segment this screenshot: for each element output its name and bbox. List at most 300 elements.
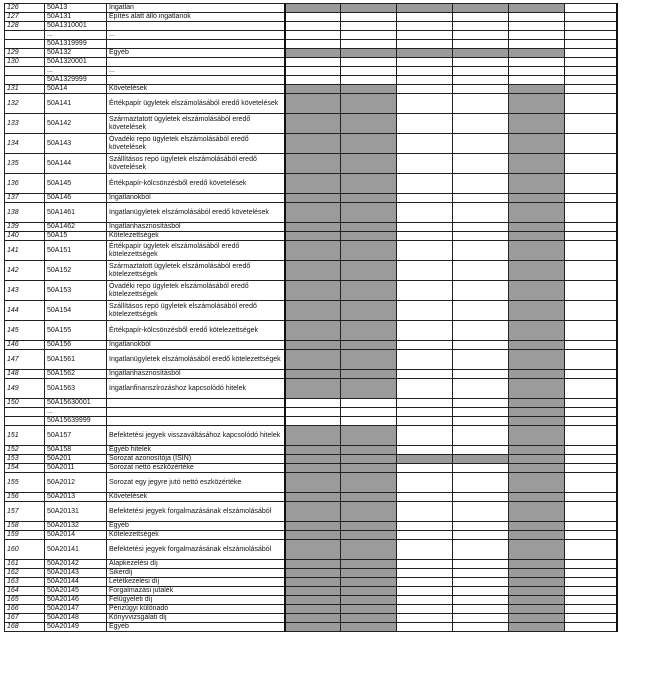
table-row (5, 522, 617, 531)
data-table (4, 3, 618, 632)
value-cell (453, 605, 509, 614)
value-cell (565, 341, 617, 350)
row-code: 50A20131 (45, 502, 107, 522)
value-cell (341, 194, 397, 203)
row-code: 50A20145 (45, 587, 107, 596)
value-cell (341, 569, 397, 578)
table-row (5, 341, 617, 350)
value-cell (565, 85, 617, 94)
value-cell (565, 281, 617, 301)
value-cell (453, 241, 509, 261)
value-cell (397, 370, 453, 379)
value-cell (341, 350, 397, 370)
value-cell (341, 49, 397, 58)
table-row (5, 446, 617, 455)
table-row (5, 408, 617, 417)
value-cell (285, 614, 341, 623)
table-row (5, 4, 617, 13)
value-cell (397, 569, 453, 578)
value-cell (453, 321, 509, 341)
value-cell (341, 464, 397, 473)
row-label: Könyvvizsgálati díj (107, 614, 285, 623)
value-cell (509, 379, 565, 399)
row-code: ... (45, 31, 107, 40)
value-cell (285, 174, 341, 194)
value-cell (397, 194, 453, 203)
row-number: 147 (5, 350, 45, 370)
table-row (5, 614, 617, 623)
table-row (5, 493, 617, 502)
value-cell (397, 408, 453, 417)
value-cell (397, 522, 453, 531)
value-cell (565, 417, 617, 426)
value-cell (509, 281, 565, 301)
table-row (5, 40, 617, 49)
value-cell (341, 578, 397, 587)
value-cell (509, 446, 565, 455)
row-label: Ingatlanokból (107, 194, 285, 203)
table-row (5, 370, 617, 379)
value-cell (397, 493, 453, 502)
value-cell (397, 4, 453, 13)
value-cell (453, 4, 509, 13)
value-cell (397, 31, 453, 40)
value-cell (341, 281, 397, 301)
row-label: Sorozat egy jegyre jutó nettó eszközértéke (107, 473, 285, 493)
value-cell (509, 232, 565, 241)
value-cell (341, 587, 397, 596)
value-cell (397, 13, 453, 22)
value-cell (285, 473, 341, 493)
row-label: Ingatlanügyletek elszámolásából eredő követelések (107, 203, 285, 223)
value-cell (341, 241, 397, 261)
row-code: 50A2011 (45, 464, 107, 473)
value-cell (453, 13, 509, 22)
value-cell (565, 426, 617, 446)
value-cell (509, 194, 565, 203)
table-row (5, 203, 617, 223)
row-code: 50A132 (45, 49, 107, 58)
value-cell (285, 194, 341, 203)
row-code: 50A2014 (45, 531, 107, 540)
row-number (5, 408, 45, 417)
table-row (5, 223, 617, 232)
row-code: 50A1561 (45, 350, 107, 370)
value-cell (285, 49, 341, 58)
row-code: 50A152 (45, 261, 107, 281)
value-cell (341, 67, 397, 76)
value-cell (285, 22, 341, 31)
value-cell (397, 605, 453, 614)
value-cell (565, 569, 617, 578)
value-cell (285, 134, 341, 154)
value-cell (285, 587, 341, 596)
value-cell (509, 301, 565, 321)
table-row (5, 399, 617, 408)
value-cell (509, 350, 565, 370)
table-row (5, 134, 617, 154)
row-label (107, 22, 285, 31)
value-cell (453, 596, 509, 605)
value-cell (285, 426, 341, 446)
value-cell (453, 223, 509, 232)
value-cell (285, 370, 341, 379)
value-cell (341, 154, 397, 174)
row-label: Befektetési jegyek visszaváltásához kapcsolódó hitelek (107, 426, 285, 446)
value-cell (565, 301, 617, 321)
value-cell (285, 261, 341, 281)
row-label: Értékpapír ügyletek elszámolásából eredő kötelezettségek (107, 241, 285, 261)
value-cell (397, 85, 453, 94)
row-code: 50A146 (45, 194, 107, 203)
row-number: 157 (5, 502, 45, 522)
row-number: 139 (5, 223, 45, 232)
value-cell (509, 203, 565, 223)
value-cell (509, 31, 565, 40)
table-row (5, 67, 617, 76)
row-label: Ingatlanhasznosításból (107, 370, 285, 379)
row-number: 153 (5, 455, 45, 464)
value-cell (397, 426, 453, 446)
value-cell (509, 241, 565, 261)
value-cell (509, 223, 565, 232)
value-cell (397, 464, 453, 473)
row-number: 152 (5, 446, 45, 455)
row-code: 50A141 (45, 94, 107, 114)
row-number: 135 (5, 154, 45, 174)
value-cell (565, 446, 617, 455)
value-cell (397, 614, 453, 623)
value-cell (565, 350, 617, 370)
value-cell (453, 587, 509, 596)
value-cell (565, 154, 617, 174)
value-cell (453, 455, 509, 464)
value-cell (397, 22, 453, 31)
value-cell (509, 408, 565, 417)
value-cell (397, 281, 453, 301)
row-code: 50A201 (45, 455, 107, 464)
row-code: 50A158 (45, 446, 107, 455)
value-cell (397, 587, 453, 596)
row-label: Ingatlan (107, 4, 285, 13)
row-label: Követelések (107, 493, 285, 502)
row-number: 155 (5, 473, 45, 493)
value-cell (453, 569, 509, 578)
value-cell (341, 596, 397, 605)
row-code: 50A144 (45, 154, 107, 174)
value-cell (509, 605, 565, 614)
value-cell (565, 605, 617, 614)
value-cell (285, 379, 341, 399)
row-code: 50A20147 (45, 605, 107, 614)
value-cell (453, 22, 509, 31)
row-label: Szállításos repó ügyletek elszámolásából eredő kötelezettségek (107, 301, 285, 321)
value-cell (453, 31, 509, 40)
value-cell (453, 40, 509, 49)
value-cell (509, 426, 565, 446)
value-cell (397, 341, 453, 350)
row-code: 50A20142 (45, 560, 107, 569)
value-cell (341, 560, 397, 569)
row-number: 133 (5, 114, 45, 134)
row-code: ... (45, 408, 107, 417)
table-row (5, 22, 617, 31)
value-cell (453, 426, 509, 446)
table-row (5, 76, 617, 85)
value-cell (285, 605, 341, 614)
value-cell (509, 4, 565, 13)
value-cell (285, 522, 341, 531)
value-cell (565, 493, 617, 502)
value-cell (285, 13, 341, 22)
value-cell (341, 502, 397, 522)
value-cell (453, 67, 509, 76)
value-cell (509, 614, 565, 623)
row-label: Óvadéki repo ügyletek elszámolásából eredő kötelezettségek (107, 281, 285, 301)
value-cell (285, 455, 341, 464)
row-number: 146 (5, 341, 45, 350)
value-cell (285, 223, 341, 232)
row-number: 166 (5, 605, 45, 614)
row-number (5, 76, 45, 85)
value-cell (397, 232, 453, 241)
value-cell (509, 76, 565, 85)
table-row (5, 587, 617, 596)
table-row (5, 301, 617, 321)
value-cell (509, 58, 565, 67)
row-label (107, 58, 285, 67)
value-cell (397, 301, 453, 321)
row-code: 50A1310001 (45, 22, 107, 31)
row-number: 140 (5, 232, 45, 241)
value-cell (397, 531, 453, 540)
value-cell (565, 223, 617, 232)
row-label (107, 40, 285, 49)
table-row (5, 540, 617, 560)
table-row (5, 605, 617, 614)
value-cell (453, 281, 509, 301)
value-cell (397, 350, 453, 370)
table-row (5, 154, 617, 174)
value-cell (509, 623, 565, 632)
row-number: 161 (5, 560, 45, 569)
row-label: Értékpapír-kölcsönzésből eredő követelések (107, 174, 285, 194)
table-row (5, 174, 617, 194)
value-cell (509, 341, 565, 350)
value-cell (397, 174, 453, 194)
row-label: Ingatlanhasznosításból (107, 223, 285, 232)
row-code: 50A154 (45, 301, 107, 321)
row-code: 50A1461 (45, 203, 107, 223)
value-cell (565, 114, 617, 134)
row-code: 50A1319999 (45, 40, 107, 49)
value-cell (565, 560, 617, 569)
row-label (107, 417, 285, 426)
row-label: Építés alatt álló ingatlanok (107, 13, 285, 22)
row-number: 156 (5, 493, 45, 502)
value-cell (565, 31, 617, 40)
row-code: 50A2013 (45, 493, 107, 502)
table-row (5, 417, 617, 426)
value-cell (285, 154, 341, 174)
value-cell (285, 578, 341, 587)
row-code: 50A143 (45, 134, 107, 154)
row-number: 154 (5, 464, 45, 473)
table-row (5, 623, 617, 632)
value-cell (565, 455, 617, 464)
value-cell (565, 194, 617, 203)
table-row (5, 560, 617, 569)
value-cell (397, 321, 453, 341)
row-label: Befektetési jegyek forgalmazásának elszámolásából (107, 540, 285, 560)
value-cell (397, 560, 453, 569)
value-cell (509, 493, 565, 502)
value-cell (509, 569, 565, 578)
value-cell (565, 49, 617, 58)
row-label (107, 399, 285, 408)
row-code: 50A131 (45, 13, 107, 22)
value-cell (341, 623, 397, 632)
value-cell (285, 502, 341, 522)
value-cell (285, 560, 341, 569)
value-cell (509, 417, 565, 426)
row-label: Alapkezelési díj (107, 560, 285, 569)
value-cell (285, 31, 341, 40)
value-cell (565, 94, 617, 114)
value-cell (397, 379, 453, 399)
row-number: 144 (5, 301, 45, 321)
value-cell (453, 114, 509, 134)
row-code: 50A13 (45, 4, 107, 13)
row-number: 126 (5, 4, 45, 13)
row-code: 50A15 (45, 232, 107, 241)
value-cell (565, 13, 617, 22)
value-cell (341, 493, 397, 502)
row-number: 131 (5, 85, 45, 94)
row-number: 141 (5, 241, 45, 261)
row-label: Ingatlanokból (107, 341, 285, 350)
value-cell (341, 370, 397, 379)
value-cell (565, 522, 617, 531)
value-cell (341, 531, 397, 540)
value-cell (285, 76, 341, 85)
value-cell (453, 540, 509, 560)
row-number: 130 (5, 58, 45, 67)
value-cell (509, 531, 565, 540)
value-cell (285, 341, 341, 350)
value-cell (341, 223, 397, 232)
value-cell (285, 4, 341, 13)
value-cell (565, 623, 617, 632)
value-cell (341, 203, 397, 223)
value-cell (341, 379, 397, 399)
row-number: 134 (5, 134, 45, 154)
value-cell (509, 85, 565, 94)
table-row (5, 281, 617, 301)
row-label: ... (107, 31, 285, 40)
row-number: 159 (5, 531, 45, 540)
value-cell (509, 49, 565, 58)
value-cell (285, 399, 341, 408)
value-cell (565, 399, 617, 408)
value-cell (341, 232, 397, 241)
table-row (5, 502, 617, 522)
row-label: Kötelezettségek (107, 531, 285, 540)
value-cell (341, 614, 397, 623)
value-cell (341, 321, 397, 341)
value-cell (397, 76, 453, 85)
row-number: 129 (5, 49, 45, 58)
row-label: Sorozat nettó eszközértéke (107, 464, 285, 473)
table-row (5, 194, 617, 203)
value-cell (509, 455, 565, 464)
value-cell (565, 67, 617, 76)
value-cell (341, 76, 397, 85)
value-cell (341, 134, 397, 154)
value-cell (397, 241, 453, 261)
table-row (5, 241, 617, 261)
value-cell (509, 560, 565, 569)
value-cell (453, 350, 509, 370)
value-cell (341, 114, 397, 134)
value-cell (397, 134, 453, 154)
row-number: 162 (5, 569, 45, 578)
value-cell (453, 134, 509, 154)
row-number: 143 (5, 281, 45, 301)
value-cell (453, 464, 509, 473)
table-row (5, 464, 617, 473)
row-number: 128 (5, 22, 45, 31)
value-cell (453, 522, 509, 531)
value-cell (341, 85, 397, 94)
row-number: 167 (5, 614, 45, 623)
value-cell (397, 540, 453, 560)
table-row (5, 578, 617, 587)
value-cell (509, 587, 565, 596)
value-cell (285, 40, 341, 49)
value-cell (509, 174, 565, 194)
table-row (5, 232, 617, 241)
value-cell (341, 522, 397, 531)
value-cell (341, 455, 397, 464)
row-number: 151 (5, 426, 45, 446)
row-number (5, 31, 45, 40)
row-code: 50A1462 (45, 223, 107, 232)
row-code: 50A20141 (45, 540, 107, 560)
row-label: Követelések (107, 85, 285, 94)
value-cell (509, 522, 565, 531)
value-cell (285, 464, 341, 473)
value-cell (453, 614, 509, 623)
value-cell (565, 261, 617, 281)
value-cell (509, 13, 565, 22)
row-code: 50A20132 (45, 522, 107, 531)
row-label: Pénzügyi különadó (107, 605, 285, 614)
value-cell (341, 540, 397, 560)
value-cell (565, 473, 617, 493)
value-cell (285, 623, 341, 632)
value-cell (341, 399, 397, 408)
value-cell (285, 531, 341, 540)
value-cell (453, 578, 509, 587)
row-code: 50A2012 (45, 473, 107, 493)
row-code: 50A155 (45, 321, 107, 341)
table-row (5, 114, 617, 134)
row-number: 145 (5, 321, 45, 341)
value-cell (453, 560, 509, 569)
value-cell (397, 154, 453, 174)
value-cell (341, 4, 397, 13)
